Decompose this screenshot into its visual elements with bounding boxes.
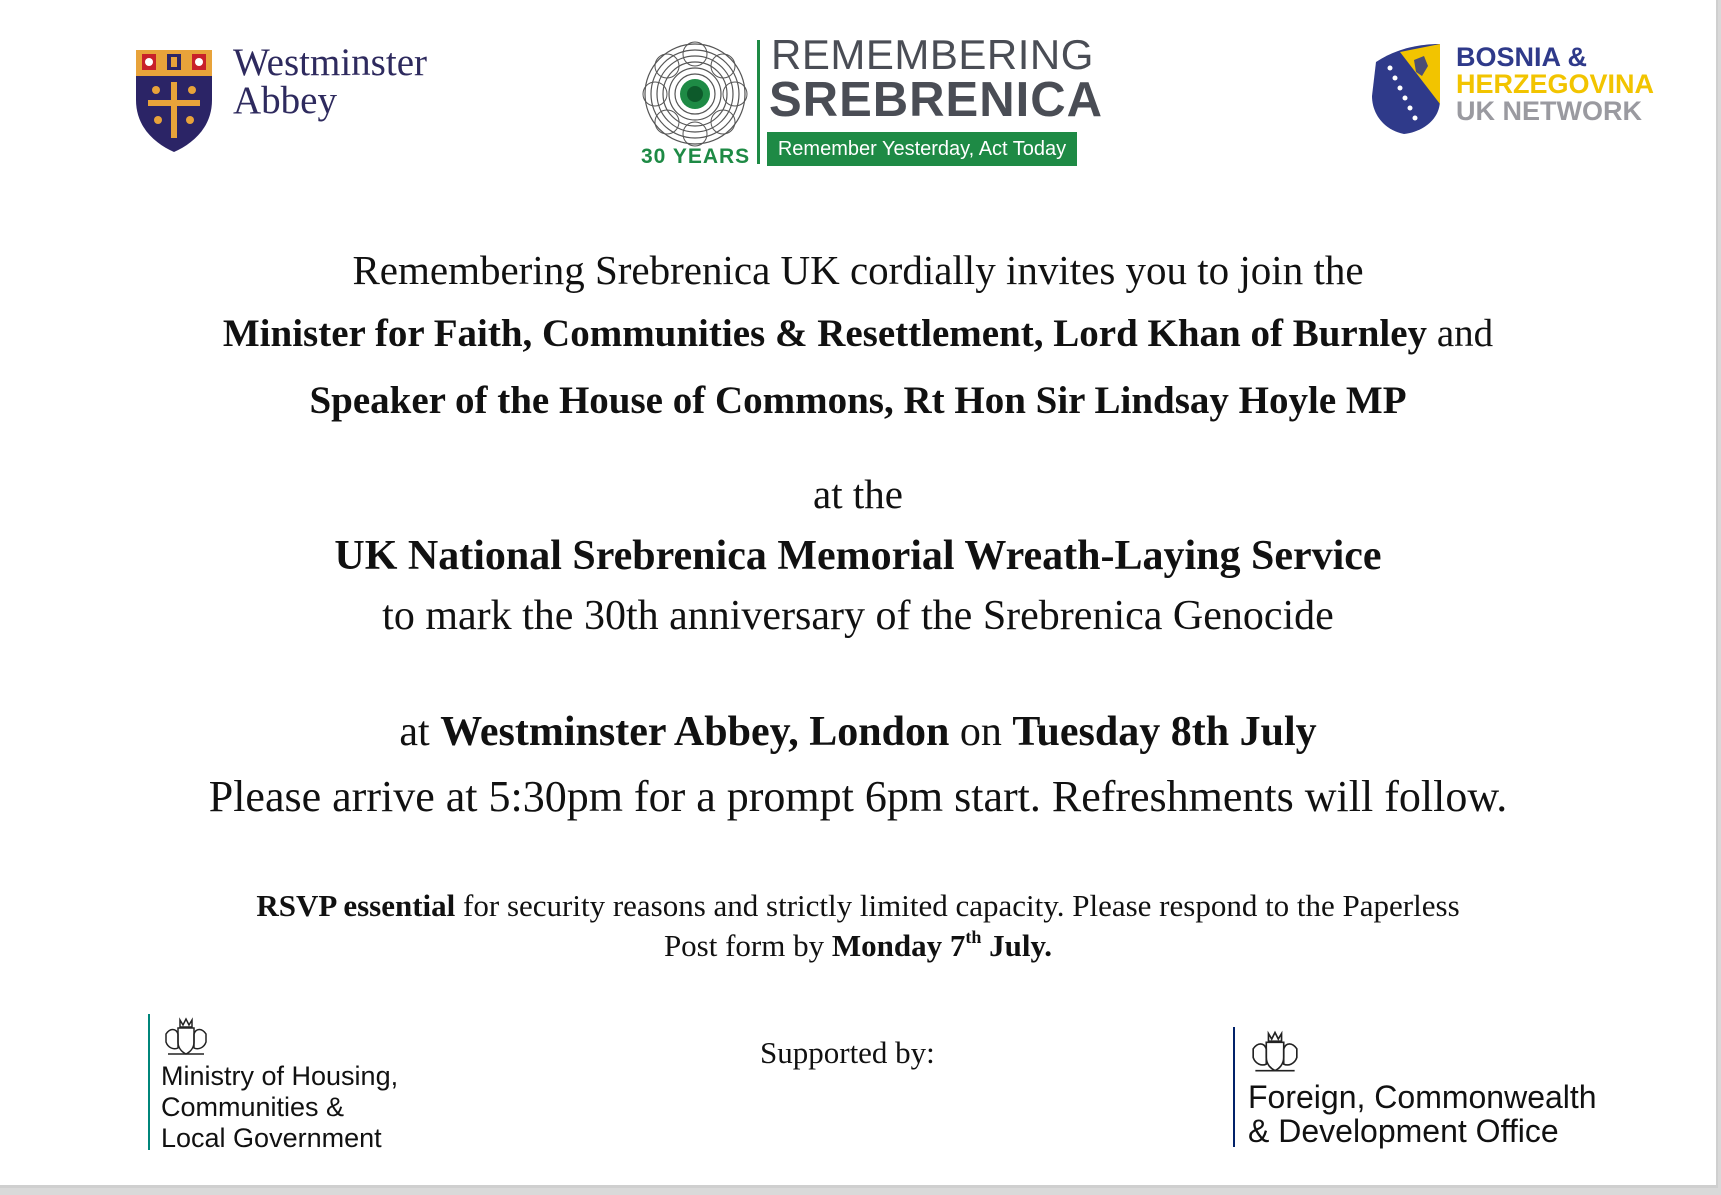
westminster-abbey-shield-icon [134,48,214,154]
rsvp-essential: RSVP essential [256,888,456,923]
fcdo-accent-bar [1233,1027,1235,1147]
host-1-suffix: and [1427,312,1494,355]
mhclg-wordmark [161,1061,398,1154]
rsvp-line-1 [0,888,1716,924]
srebrenica-tagline: Remember Yesterday, Act Today [767,132,1077,166]
bosnia-network-line3: UK NETWORK [1456,96,1642,126]
bosnia-network-wordmark [1456,44,1654,125]
remembering-title: REMEMBERING [771,31,1094,78]
invitation-intro: Remembering Srebrenica UK cordially invites you to join the [352,247,1364,293]
mhclg-line1: Ministry of Housing, [161,1061,399,1091]
rsvp-text: for security reasons and strictly limited capacity. Please respond to the Paperless [455,888,1460,923]
at-the-text: at the [813,471,903,517]
logo-divider [757,40,760,164]
rsvp-deadline-day: Monday 7 [831,928,966,963]
bosnia-flag-shield-icon [1370,42,1442,136]
rsvp-line-2 [0,927,1716,964]
bosnia-network-line1: BOSNIA & [1456,42,1588,72]
westminster-abbey-wordmark [233,41,427,122]
fcdo-line1: Foreign, Commonwealth [1248,1079,1597,1115]
royal-crest-icon [160,1014,212,1058]
srebrenica-flower-icon [641,40,749,148]
rsvp-line2-prefix: Post form by [663,928,832,963]
host-1-name: Minister for Faith, Communities & Resettlement, Lord Khan of Burnley [222,312,1428,355]
venue-name: Westminster Abbey, London [440,709,950,755]
event-title: UK National Srebrenica Memorial Wreath-Laying Service [334,533,1382,579]
westminster-abbey-line2: Abbey [233,79,337,122]
rsvp-deadline [832,928,1052,963]
arrival-instructions: Please arrive at 5:30pm for a prompt 6pm start. Refreshments will follow. [208,772,1508,821]
event-purpose: to mark the 30th anniversary of the Srebrenica Genocide [382,593,1334,639]
mhclg-accent-bar [148,1014,150,1150]
rsvp-deadline-ordinal: th [965,927,982,947]
venue-prefix: at [399,709,441,755]
fcdo-line2: & Development Office [1248,1113,1559,1149]
supported-by-label: Supported by: [760,1035,935,1070]
event-date: Tuesday 8th July [1012,709,1317,755]
host-line-2: Speaker of the House of Commons, Rt Hon Sir Lindsay Hoyle MP [309,379,1407,422]
mhclg-line3: Local Government [161,1123,382,1153]
bosnia-network-line2: HERZEGOVINA [1456,69,1655,99]
host-line-1 [0,311,1716,356]
srebrenica-title: SREBRENICA [769,73,1103,127]
thirty-years-label: 30 YEARS [641,145,751,168]
fcdo-wordmark [1248,1080,1597,1148]
mhclg-line2: Communities & [161,1092,345,1122]
date-prefix: on [949,709,1013,755]
westminster-abbey-line1: Westminster [233,41,427,84]
venue-date-line [0,708,1716,756]
rsvp-deadline-month: July. [981,928,1053,963]
royal-crest-icon [1246,1027,1304,1075]
